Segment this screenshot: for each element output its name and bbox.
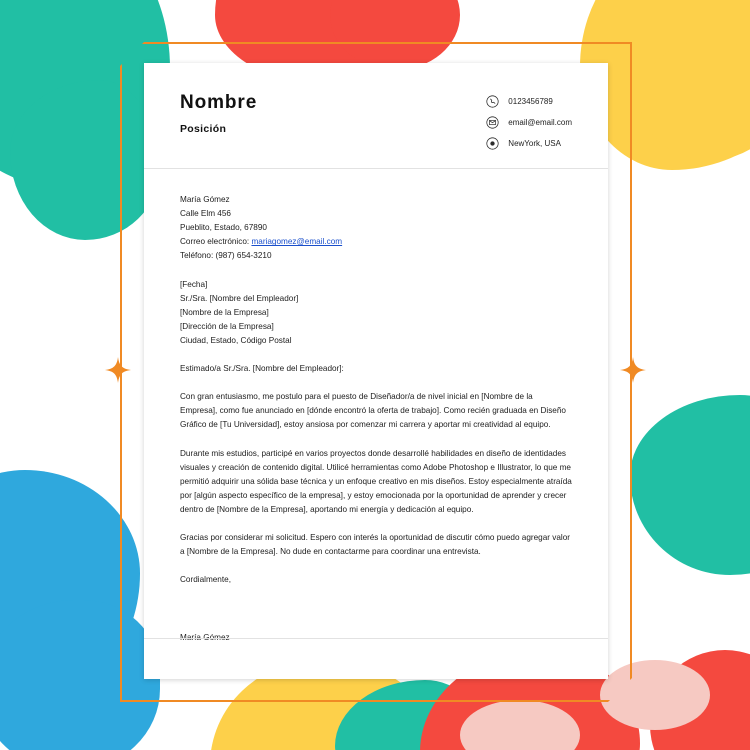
decorative-blob-red-bottom-right-2 (650, 650, 750, 750)
contact-email (486, 116, 572, 129)
body-paragraph-2: Durante mis estudios, participé en varios proyectos donde desarrollé habilidades en diseño de identidades visuales y creación de contenido digital. Utilicé herramientas como Adobe Photoshop e Illustrator, lo que me permitió adquirir una sólida base técnica y un enfoque creativo en mis diseños. Estoy especialmente atraída por [algún aspecto específico de la empresa], y estoy emocionada por la oportunidad de aprender y crecer dentro de [Nombre de la Empresa], aportando mi energía y dedicación al equipo. (180, 448, 572, 514)
signature-name: María Gómez (180, 633, 230, 643)
location-pin-icon (486, 137, 499, 150)
cover-letter-sheet (144, 63, 608, 679)
closing: Cordialmente, (180, 575, 231, 585)
name-block (180, 91, 257, 135)
phone-icon (486, 95, 499, 108)
body-paragraph-3: Gracias por considerar mi solicitud. Espero con interés la oportunidad de discutir cómo puedo agregar valor a [Nombre de la Empresa]. No dude en contactarme para coordinar una entrevista. (180, 533, 571, 557)
sender-phone: Teléfono: (987) 654-3210 (180, 251, 272, 261)
recipient-address-block (180, 278, 572, 349)
contact-email-value: email@email.com (508, 118, 572, 127)
decorative-blob-yellow-top-right-2 (640, 40, 750, 160)
decorative-blob-teal-right (630, 395, 750, 575)
salutation: Estimado/a Sr./Sra. [Nombre del Empleador]: (180, 364, 344, 374)
decorative-blob-blue-bottom-left (0, 470, 140, 700)
contact-list (486, 91, 572, 150)
job-position: Posición (180, 122, 227, 135)
contact-location (486, 137, 572, 150)
signature-space (180, 601, 572, 631)
sender-address-block (180, 193, 572, 264)
sender-email-line (180, 235, 572, 249)
contact-location-value: NewYork, USA (508, 139, 561, 148)
sender-city: Pueblito, Estado, 67890 (180, 223, 267, 233)
recipient-date: [Fecha] (180, 279, 208, 289)
letter-header (144, 63, 608, 169)
decorative-blob-pink-bottom-2 (460, 700, 580, 750)
recipient-street: [Dirección de la Empresa] (180, 321, 274, 331)
contact-phone-value: 0123456789 (508, 97, 553, 106)
recipient-city: Ciudad, Estado, Código Postal (180, 335, 292, 345)
sender-email-label: Correo electrónico: (180, 237, 252, 247)
page-title: Nombre (180, 92, 258, 113)
sender-email-link[interactable]: mariagomez@email.com (251, 237, 343, 247)
contact-phone (486, 95, 572, 108)
sender-street: Calle Elm 456 (180, 209, 231, 219)
letter-footer (144, 638, 608, 679)
letter-body (144, 169, 608, 679)
recipient-name: Sr./Sra. [Nombre del Empleador] (180, 293, 299, 303)
email-icon (486, 116, 499, 129)
recipient-company: [Nombre de la Empresa] (180, 307, 269, 317)
body-paragraph-1: Con gran entusiasmo, me postulo para el puesto de Diseñador/a de nivel inicial en [Nombre de la Empresa], como fue anunciado en [dónde encontró la oferta de trabajo]. Como recién graduada en Diseño Gráfico de [Tu Universidad], estoy ansiosa por comenzar mi carrera y aportar mi creatividad al equipo. (180, 392, 566, 430)
sender-name: María Gómez (180, 195, 230, 204)
